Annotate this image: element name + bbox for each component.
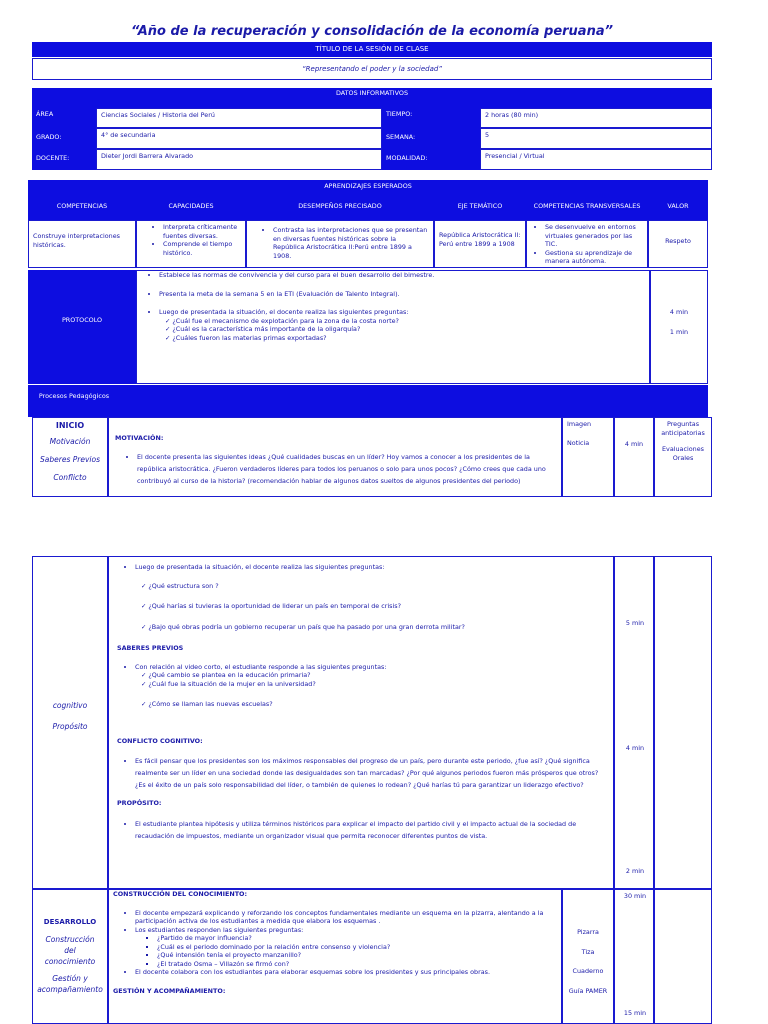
docente-value: Dieter Jordi Barrera Alvarado [96,149,382,170]
grado-value: 4° de secundaria [96,128,382,149]
col-transversales: COMPETENCIAS TRANSVERSALES [533,202,641,210]
capacidad-item: • Interpreta críticamente fuentes diversas. [163,223,241,240]
page2-intro: • Luego de presentada la situación, el docente realiza las siguientes preguntas: [135,563,609,572]
desarrollo-times [614,889,654,1024]
time-item: 15 min [623,1009,647,1017]
datos-heading: DATOS INFORMATIVOS [32,88,712,108]
page2-eval-col [654,556,712,889]
col-capacidades: CAPACIDADES [168,202,214,210]
motivacion-label: Motivación [49,437,91,446]
transversal-item: • Gestiona su aprendizaje de manera autónoma. [545,249,643,266]
protocolo-time: 4 min [669,308,689,316]
protocolo-question: ✓ ¿Cuál es la característica más importante de la oligarquía? [177,325,649,334]
modalidad-value: Presencial / Virtual [480,149,712,170]
recurso-item: Imagen [567,420,592,428]
inicio-recursos [562,417,614,497]
session-title-label: TÍTULO DE LA SESIÓN DE CLASE [32,42,712,57]
eje-tematico: República Aristocrática II: Perú entre 1899 a 1908 [434,220,526,268]
modalidad-label: MODALIDAD: [382,149,480,170]
protocolo-content [136,270,650,384]
desarrollo-question: ▪ ¿Qué intensión tenía el proyecto manzanillo? [157,951,557,960]
desarrollo-left [32,889,108,1024]
desempeno [246,220,434,268]
proposito-label: Propósito [52,722,88,731]
protocolo-question: ✓ ¿Cuáles fueron las materias primas exportadas? [177,334,649,343]
procesos-row [28,385,708,417]
time-item: 30 min [623,892,647,900]
conflicto-heading: CONFLICTO COGNITIVO: [117,736,203,745]
time-item: 5 min [625,619,645,627]
col-eje: EJE TEMÁTICO [457,202,503,210]
transversal-item: • Se desenvuelve en entornos virtuales generados por las TIC. [545,223,643,249]
semana-value: 5 [480,128,712,149]
docente-label: DOCENTE: [32,149,96,170]
protocolo-label: PROTOCOLO [28,270,136,384]
capacidad-item: • Comprende el tiempo histórico. [163,240,241,257]
recurso-item: Tiza [581,947,595,956]
question-item: ✓ ¿Bajo qué obras podría un gobierno recuperar un país que ha pasado por una gran derrota militar? [153,623,609,632]
capacidades [136,220,246,268]
page2-times [614,556,654,889]
desarrollo-item: • El docente empezará explicando y reforzando los conceptos fundamentales mediante un esquema en la pizarra, alentando a la participación activa de los estudiantes a medida que elabora los esquemas . [135,909,557,926]
proposito-text: • El estudiante plantea hipótesis y utiliza términos históricos para explicar el impacto del partido civil y el impacto actual de la sociedad de recaudación de impuestos, mediante un organizador visual que permita reconocer diferentes puntos de vista. [135,818,609,842]
protocolo-item: • Establece las normas de convivencia y del curso para el buen desarrollo del bimestre. [159,271,649,280]
tiempo-label: TIEMPO: [382,108,480,128]
desempeno-text: • Contrasta las interpretaciones que se presentan en diversas fuentes históricas sobre la República Aristocrática II:Perú entre 1899 a 1908. [273,226,429,260]
col-competencias: COMPETENCIAS [56,202,108,210]
page2-left [32,556,108,889]
inicio-evaluacion [654,417,712,497]
inicio-time: 4 min [614,417,654,497]
gestion-label: Gestión y acompañamiento [37,974,103,994]
protocolo-item: • Presenta la meta de la semana 5 en la ETI (Evaluación de Talento Integral). [159,290,649,299]
inicio-content [108,417,562,497]
area-value: Ciencias Sociales / Historia del Perú [96,108,382,128]
year-motto: “Año de la recuperación y consolidación de la economía peruana” [131,24,613,39]
desarrollo-question: ▪ ¿Cuál es el periodo dominado por la relación entre consenso y violencia? [157,943,557,952]
desarrollo-item: • El docente colabora con los estudiantes para elaborar esquemas sobre los presidentes y sus principales obras. [135,968,557,977]
gestion-heading: GESTIÓN Y ACOMPAÑAMIENTO: [113,986,226,995]
transversales [526,220,648,268]
aprendizajes-heading: APRENDIZAJES ESPERADOS [28,180,708,196]
area-label: ÁREA [32,108,96,128]
evaluacion-item: Evaluaciones Orales [662,445,704,462]
question-item: ✓ ¿Cuál fue la situación de la mujer en la universidad? [153,680,609,689]
recurso-item: Cuaderno [572,967,604,975]
desarrollo-eval-col [654,889,712,1024]
time-item: 4 min [625,744,645,752]
question-item: ✓ ¿Qué cambio se plantea en la educación primaria? [153,671,609,680]
question-item: ✓ ¿Qué harías si tuvieras la oportunidad de liderar un país en temporal de crisis? [153,602,609,611]
page2-content [108,556,614,889]
col-desempenos: DESEMPEÑOS PRECISADO [298,202,382,210]
time-item: 2 min [625,867,645,875]
motivacion-heading: MOTIVACIÓN: [115,434,164,442]
proposito-heading: PROPÓSITO: [117,799,162,807]
protocolo-time: 1 min [669,327,689,336]
recurso-item: Noticia [567,438,590,447]
conflicto-text: • Es fácil pensar que los presidentes son los máximos responsables del progreso de un país, pero durante este periodo, ¿fue así? ¿Qué significa realmente ser un líder en una sociedad donde las desigualdades son tan marcadas? ¿Por qué algunos periodos fueron más prósperos que otros? ¿Es el éxito de un país solo responsabilidad del líder, o también de quienes lo rodean? ¿Qué harías tú para garantizar un liderazgo efectivo? [135,755,609,791]
saberes-label: Saberes Previos [40,455,100,464]
desarrollo-item: • Los estudiantes responden las siguientes preguntas: [135,926,557,935]
protocolo-item: • Luego de presentada la situación, el docente realiza las siguientes preguntas: [159,308,649,317]
question-item: ✓ ¿Qué estructura son ? [153,582,609,591]
protocolo-question: ✓ ¿Cuál fue el mecanismo de explotación para la zona de la costa norte? [177,317,649,326]
recurso-item: Guía PAMER [568,986,608,995]
desarrollo-question: ▪ ¿El tratado Osma – Villazón se firmó con? [157,960,557,969]
session-title: “Representando el poder y la sociedad” [32,58,712,80]
saberes-intro: • Con relación al video corto, el estudiante responde a las siguientes preguntas: [135,663,609,672]
datos-table [32,108,712,170]
aprendizajes-header-row [28,196,708,220]
valor: Respeto [648,220,708,268]
col-valor: VALOR [667,202,689,210]
inicio-label: INICIO [55,421,85,430]
aprendizajes-row [28,220,708,268]
motivacion-text: • El docente presenta las siguientes ideas ¿Qué cualidades buscas en un líder? Hoy vamos a conocer a los presidentes de la república aristocrática. ¿Fueron verdaderos líderes para todos los peruanos o solo para unos pocos? ¿Cómo crees que cada uno contribuyó al curso de la historia? (recomendación hablar de algunos datos sueltos de algunos presidentes del periodo) [137,451,557,487]
desarrollo-recursos [562,889,614,1024]
procesos-label: Procesos Pedagógicos [38,392,110,400]
recurso-item: Pizarra [577,928,599,936]
semana-label: SEMANA: [382,128,480,149]
cognitivo-label: cognitivo [52,701,88,710]
desarrollo-label: DESARROLLO [43,918,97,926]
construccion-heading: CONSTRUCCIÓN DEL CONOCIMIENTO: [113,890,248,898]
grado-label: GRADO: [32,128,96,149]
saberes-heading: SABERES PREVIOS [117,644,184,652]
question-item: ✓ ¿Cómo se llaman las nuevas escuelas? [153,700,609,709]
competencia: Construye interpretaciones históricas. [28,220,136,268]
inicio-left [32,417,108,497]
protocolo-times [650,270,708,384]
tiempo-value: 2 horas (80 min) [480,108,712,128]
construccion-label: Construcción del conocimiento [44,935,96,966]
evaluacion-item: Preguntas anticipatorias [661,420,705,437]
conflicto-label: Conflicto [53,473,87,482]
desarrollo-content [108,889,562,1024]
desarrollo-question: ▪ ¿Partido de mayor influencia? [157,934,557,943]
